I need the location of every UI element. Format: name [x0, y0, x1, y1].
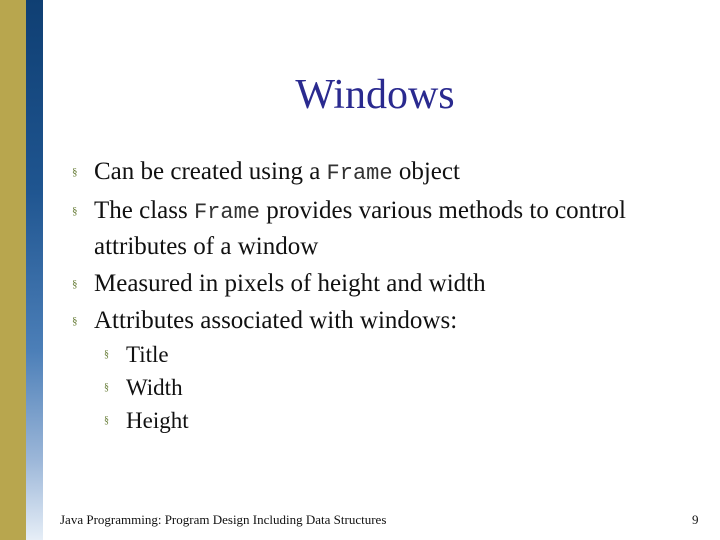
bullet-mark-icon: §: [72, 315, 78, 327]
bullet-text: object: [392, 158, 460, 185]
bullet-item: [72, 267, 682, 301]
bullet-item: [72, 155, 682, 191]
slide-footer: Java Programming: Program Design Including Data Structures: [60, 512, 387, 527]
sub-bullet-text: Width: [126, 375, 183, 400]
bullet-mark-icon: §: [72, 205, 78, 217]
code-term: Frame: [193, 200, 260, 225]
bullet-text: Attributes associated with windows:: [94, 307, 458, 334]
bullet-list: [72, 155, 682, 341]
decorative-stripe-olive: [0, 0, 26, 540]
code-term: Frame: [326, 161, 393, 186]
bullet-mark-icon: §: [104, 349, 109, 360]
bullet-mark-icon: §: [72, 278, 78, 290]
decorative-stripe-blue: [26, 0, 43, 540]
slide-title: Windows: [295, 72, 455, 118]
bullet-item: [72, 194, 682, 264]
sub-bullet-item: [104, 404, 189, 437]
bullet-mark-icon: §: [104, 415, 109, 426]
bullet-text: Can be created using a: [94, 158, 327, 185]
sub-bullet-text: Title: [126, 342, 169, 367]
bullet-text: The class: [94, 197, 194, 224]
sub-bullet-list: [104, 338, 189, 437]
bullet-text: Measured in pixels of height and width: [94, 270, 486, 297]
bullet-text: provides various methods to control attributes of a window: [94, 197, 626, 260]
bullet-mark-icon: §: [104, 382, 109, 393]
bullet-mark-icon: §: [72, 166, 78, 178]
sub-bullet-item: [104, 371, 189, 404]
sub-bullet-item: [104, 338, 189, 371]
sub-bullet-text: Height: [126, 408, 189, 433]
bullet-item: [72, 304, 682, 338]
page-number: 9: [692, 512, 699, 527]
